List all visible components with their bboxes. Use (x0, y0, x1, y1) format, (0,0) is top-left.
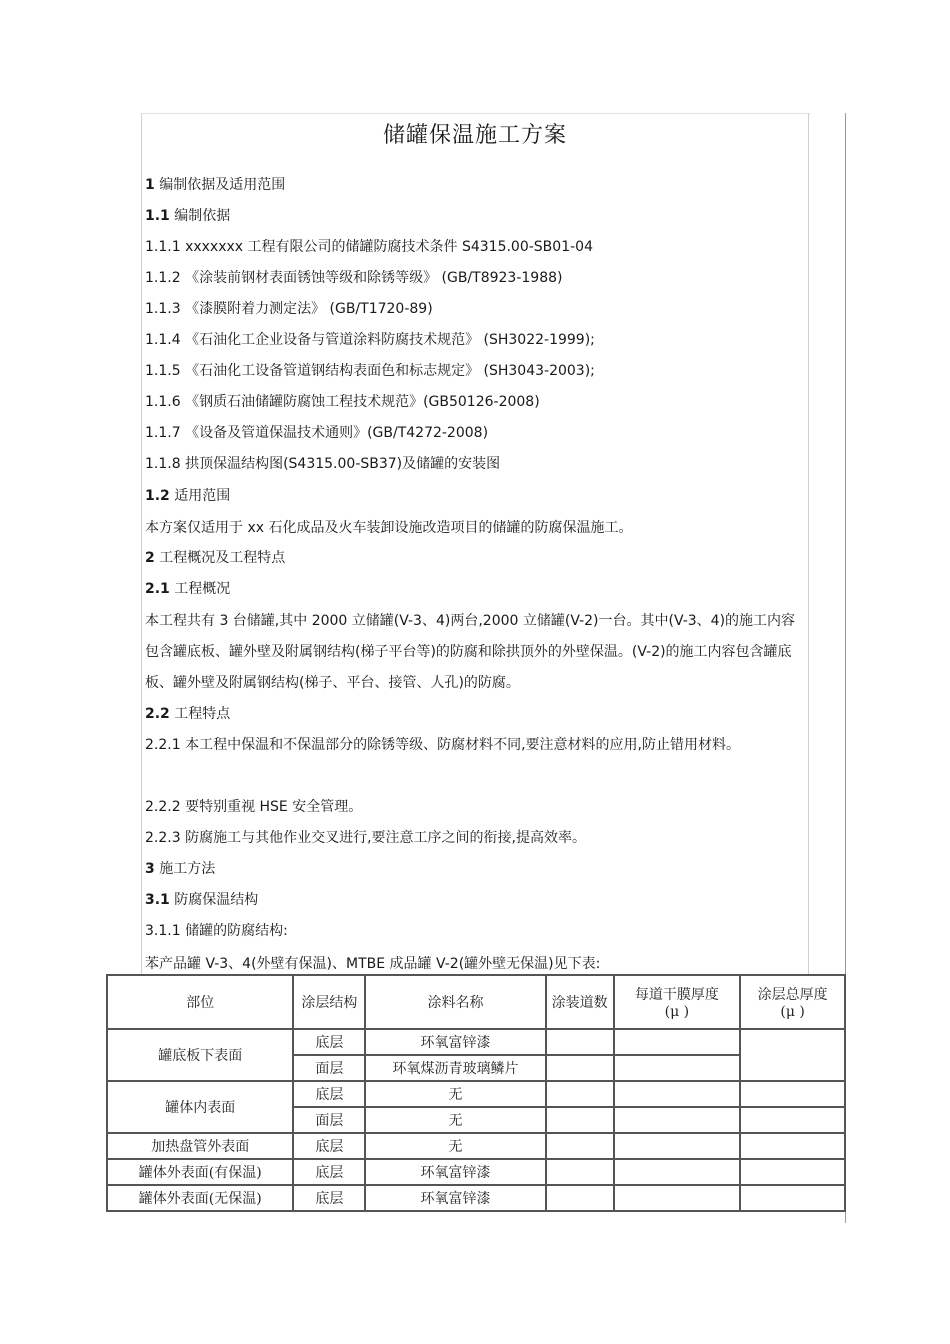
cell-part: 罐体外表面(无保温) (107, 1185, 293, 1211)
cell-material: 环氧富锌漆 (365, 1159, 545, 1185)
reference-4: 1.1.4 《石油化工企业设备与管道涂料防腐技术规范》 (SH3022-1999); (145, 332, 595, 348)
cell-dry-film (614, 1081, 741, 1107)
cell-structure: 底层 (293, 1133, 365, 1159)
cell-material: 环氧富锌漆 (365, 1185, 545, 1211)
cell-dry-film (614, 1133, 741, 1159)
cell-passes (546, 1159, 614, 1185)
heading-1-1: 1.1 编制依据 (145, 208, 231, 224)
cell-structure: 底层 (293, 1159, 365, 1185)
cell-total (740, 1081, 845, 1107)
reference-7: 1.1.7 《设备及管道保温技术通则》(GB/T4272-2008) (145, 425, 489, 441)
cell-material: 环氧煤沥青玻璃鳞片 (365, 1055, 545, 1081)
cell-material: 环氧富锌漆 (365, 1029, 545, 1055)
cell-total (740, 1029, 845, 1081)
heading-3-1: 3.1 防腐保温结构 (145, 892, 259, 908)
table-row (107, 1133, 845, 1159)
cell-structure: 底层 (293, 1185, 365, 1211)
cell-dry-film (614, 1055, 741, 1081)
table-row (107, 1081, 845, 1107)
cell-part: 罐底板下表面 (107, 1029, 293, 1081)
cell-material: 无 (365, 1107, 545, 1133)
cell-dry-film (614, 1185, 741, 1211)
heading-1-2: 1.2 适用范围 (145, 488, 231, 504)
reference-1: 1.1.1 xxxxxxx 工程有限公司的储罐防腐技术条件 S4315.00-SB01-04 (145, 239, 593, 255)
table-header-row (107, 975, 845, 1029)
reference-8: 1.1.8 拱顶保温结构图(S4315.00-SB37)及储罐的安装图 (145, 456, 501, 472)
coating-spec-table (106, 974, 846, 1212)
header-passes: 涂装道数 (546, 975, 614, 1029)
feature-1: 2.2.1 本工程中保温和不保温部分的除锈等级、防腐材料不同,要注意材料的应用,防止错用材料。 (145, 737, 740, 753)
cell-part: 加热盘管外表面 (107, 1133, 293, 1159)
cell-passes (546, 1055, 614, 1081)
cell-dry-film (614, 1159, 741, 1185)
cell-dry-film (614, 1107, 741, 1133)
table-row (107, 1029, 845, 1055)
heading-1: 1 编制依据及适用范围 (145, 177, 286, 193)
cell-structure: 面层 (293, 1055, 365, 1081)
cell-structure: 面层 (293, 1107, 365, 1133)
cell-dry-film (614, 1029, 741, 1055)
cell-passes (546, 1107, 614, 1133)
cell-total (740, 1159, 845, 1185)
cell-material: 无 (365, 1081, 545, 1107)
cell-total (740, 1133, 845, 1159)
heading-2-1: 2.1 工程概况 (145, 581, 231, 597)
cell-passes (546, 1185, 614, 1211)
cell-passes (546, 1081, 614, 1107)
cell-part: 罐体内表面 (107, 1081, 293, 1133)
header-total-thickness: 涂层总厚度 (μ ) (740, 975, 845, 1029)
header-structure: 涂层结构 (293, 975, 365, 1029)
overview-text: 本工程共有 3 台储罐,其中 2000 立储罐(V-3、4)两台,2000 立储罐(V-2)一台。其中(V-3、4)的施工内容包含罐底板、罐外壁及附属钢结构(梯子平台等)的防腐和除拱顶外的外壁保温。(V-2)的施工内容包含罐底板、罐外壁及附属钢结构(梯子、平台、接管、人孔)的防腐。 (145, 613, 796, 691)
feature-3: 2.2.3 防腐施工与其他作业交叉进行,要注意工序之间的衔接,提高效率。 (145, 830, 586, 846)
cell-total (740, 1185, 845, 1211)
header-dry-film: 每道干膜厚度 (μ ) (614, 975, 741, 1029)
page-title: 储罐保温施工方案 (382, 123, 567, 148)
reference-3: 1.1.3 《漆膜附着力测定法》 (GB/T1720-89) (145, 301, 433, 317)
heading-3-1-1: 3.1.1 储罐的防腐结构: (145, 923, 288, 939)
reference-5: 1.1.5 《石油化工设备管道钢结构表面色和标志规定》 (SH3043-2003); (145, 363, 595, 379)
heading-3: 3 施工方法 (145, 861, 216, 877)
heading-2-2: 2.2 工程特点 (145, 706, 231, 722)
cell-passes (546, 1029, 614, 1055)
feature-2: 2.2.2 要特别重视 HSE 安全管理。 (145, 799, 363, 815)
cell-structure: 底层 (293, 1081, 365, 1107)
header-part: 部位 (107, 975, 293, 1029)
cell-passes (546, 1133, 614, 1159)
reference-2: 1.1.2 《涂装前钢材表面锈蚀等级和除锈等级》 (GB/T8923-1988) (145, 270, 563, 286)
header-material: 涂料名称 (365, 975, 545, 1029)
cell-part: 罐体外表面(有保温) (107, 1159, 293, 1185)
table-intro: 苯产品罐 V-3、4(外壁有保温)、MTBE 成品罐 V-2(罐外壁无保温)见下表: (145, 956, 601, 972)
heading-2: 2 工程概况及工程特点 (145, 550, 286, 566)
scope-text: 本方案仅适用于 xx 石化成品及火车装卸设施改造项目的储罐的防腐保温施工。 (145, 520, 633, 536)
cell-material: 无 (365, 1133, 545, 1159)
table-row (107, 1185, 845, 1211)
reference-6: 1.1.6 《钢质石油储罐防腐蚀工程技术规范》(GB50126-2008) (145, 394, 540, 410)
cell-structure: 底层 (293, 1029, 365, 1055)
table-row (107, 1159, 845, 1185)
cell-total (740, 1107, 845, 1133)
